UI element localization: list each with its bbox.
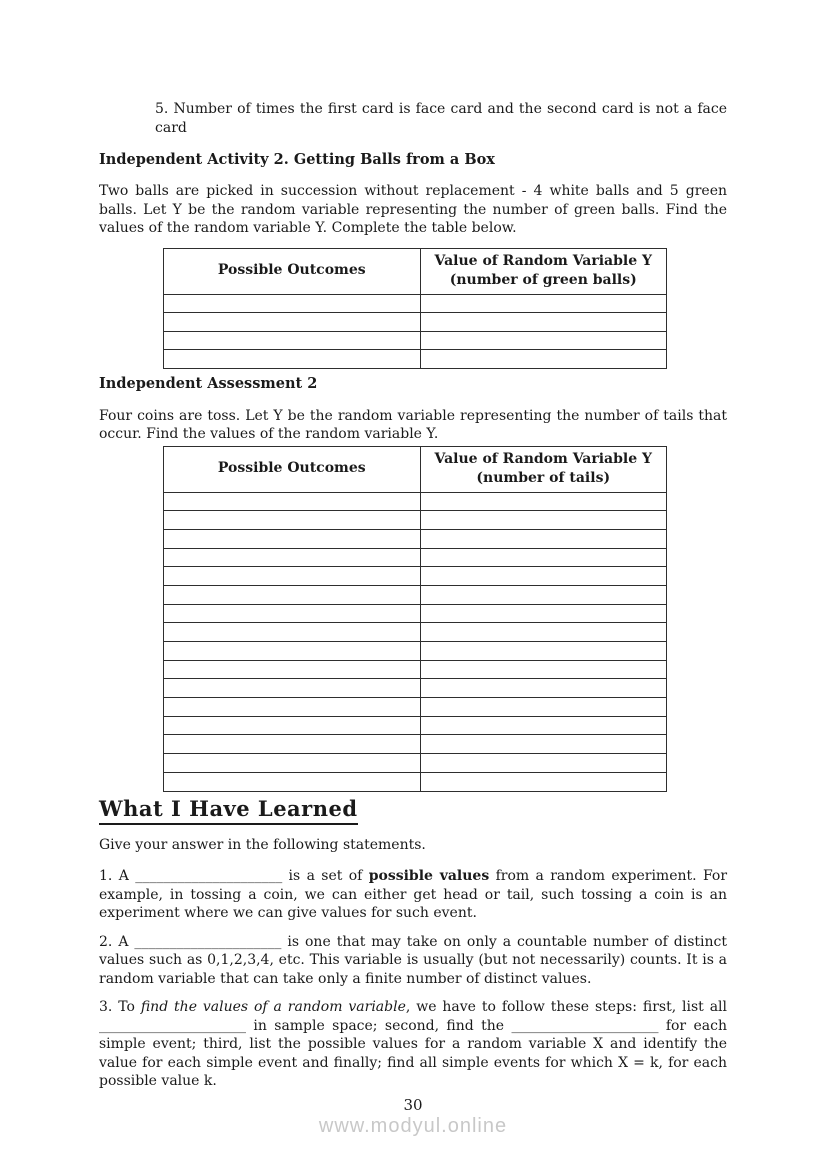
empty-cell[interactable] xyxy=(420,529,666,548)
empty-cell[interactable] xyxy=(164,623,421,642)
empty-table-row xyxy=(164,623,667,642)
assessment2-heading: Independent Assessment 2 xyxy=(99,374,318,392)
empty-cell[interactable] xyxy=(420,548,666,567)
empty-cell[interactable] xyxy=(164,604,421,623)
empty-cell[interactable] xyxy=(164,492,421,511)
empty-cell[interactable] xyxy=(164,642,421,661)
empty-cell[interactable] xyxy=(164,698,421,717)
statement-text: from a random experiment. For example, in tossing a coin, we can either get head or tail, such tossing a coin is an experiment where we can give values for such event. xyxy=(99,868,728,921)
empty-table-row xyxy=(164,548,667,567)
empty-table-row xyxy=(164,313,667,332)
assessment2-table xyxy=(163,446,667,792)
activity2-table xyxy=(163,248,667,369)
activity2-description: Two balls are picked in succession without replacement - 4 white balls and 5 green balls. Let Y be the random variable representing the number of green balls. Find the values of the random variable Y. Complete the table below. xyxy=(99,183,727,236)
watermark: www.modyul.online xyxy=(318,1115,508,1137)
empty-cell[interactable] xyxy=(164,313,421,332)
empty-cell[interactable] xyxy=(420,350,666,369)
empty-cell[interactable] xyxy=(164,716,421,735)
empty-table-row xyxy=(164,529,667,548)
assessment2-table-header-row xyxy=(164,446,667,492)
what-i-have-learned-title: What I Have Learned xyxy=(99,796,358,825)
activity2-heading: Independent Activity 2. Getting Balls from a Box xyxy=(99,151,495,168)
empty-cell[interactable] xyxy=(420,294,666,313)
empty-table-row xyxy=(164,660,667,679)
empty-table-row xyxy=(164,331,667,350)
list-item-5: 5. Number of times the first card is face card and the second card is not a face card xyxy=(155,101,727,136)
empty-table-row xyxy=(164,772,667,791)
learned-statements xyxy=(99,867,727,1091)
empty-table-row xyxy=(164,698,667,717)
page-number: 30 xyxy=(403,1096,423,1114)
empty-table-row xyxy=(164,642,667,661)
empty-cell[interactable] xyxy=(420,698,666,717)
empty-table-row xyxy=(164,754,667,773)
possible-outcomes-header: Possible Outcomes xyxy=(164,248,421,294)
empty-cell[interactable] xyxy=(420,716,666,735)
empty-table-row xyxy=(164,716,667,735)
statement-text: , we have to follow these steps: first, list all _____________________ in sample space; second, find the _____________________ for each simple event; third, list the possible values for a random variable X and identify the value for each simple event and finally; find all simple events for which X = k, for each possible value k. xyxy=(99,999,728,1089)
empty-table-row xyxy=(164,679,667,698)
statement xyxy=(99,867,727,923)
learned-intro: Give your answer in the following statements. xyxy=(99,836,426,853)
empty-cell[interactable] xyxy=(420,735,666,754)
empty-cell[interactable] xyxy=(164,529,421,548)
statement-text: 2. A _____________________ is one that may take on only a countable number of distinct values such as 0,1,2,3,4, etc. This variable is usually (but not necessarily) counts. It is a random variable that can take only a finite number of distinct values. xyxy=(99,933,727,987)
empty-table-row xyxy=(164,567,667,586)
empty-table-row xyxy=(164,735,667,754)
empty-cell[interactable] xyxy=(420,754,666,773)
empty-cell[interactable] xyxy=(164,294,421,313)
empty-cell[interactable] xyxy=(164,754,421,773)
statement-text: 3. To xyxy=(99,999,141,1015)
empty-cell[interactable] xyxy=(420,772,666,791)
empty-table-row xyxy=(164,585,667,604)
what-i-have-learned-heading xyxy=(99,796,727,825)
empty-table-row xyxy=(164,511,667,530)
empty-cell[interactable] xyxy=(420,679,666,698)
empty-table-row xyxy=(164,294,667,313)
statement xyxy=(99,933,727,989)
empty-cell[interactable] xyxy=(164,331,421,350)
empty-cell[interactable] xyxy=(420,331,666,350)
empty-table-row xyxy=(164,604,667,623)
empty-cell[interactable] xyxy=(420,585,666,604)
empty-cell[interactable] xyxy=(164,511,421,530)
empty-cell[interactable] xyxy=(164,548,421,567)
empty-cell[interactable] xyxy=(164,567,421,586)
empty-table-row xyxy=(164,492,667,511)
random-variable-y-header: Value of Random Variable Y (number of green balls) xyxy=(420,248,666,294)
empty-cell[interactable] xyxy=(420,604,666,623)
assessment2-description: Four coins are toss. Let Y be the random variable representing the number of tails that occur. Find the values of the random variable Y. xyxy=(99,407,727,442)
bold-term: possible values xyxy=(368,868,490,884)
empty-cell[interactable] xyxy=(420,623,666,642)
activity2-table-header-row xyxy=(164,248,667,294)
empty-table-row xyxy=(164,350,667,369)
statement xyxy=(99,998,727,1091)
empty-cell[interactable] xyxy=(164,679,421,698)
empty-cell[interactable] xyxy=(420,511,666,530)
random-variable-y-header: Value of Random Variable Y (number of tails) xyxy=(420,446,666,492)
empty-cell[interactable] xyxy=(164,735,421,754)
empty-cell[interactable] xyxy=(420,642,666,661)
empty-cell[interactable] xyxy=(420,492,666,511)
empty-cell[interactable] xyxy=(164,585,421,604)
empty-cell[interactable] xyxy=(420,660,666,679)
empty-cell[interactable] xyxy=(420,313,666,332)
empty-cell[interactable] xyxy=(164,660,421,679)
possible-outcomes-header: Possible Outcomes xyxy=(164,446,421,492)
italic-term: find the values of a random variable xyxy=(140,999,406,1015)
empty-cell[interactable] xyxy=(164,350,421,369)
empty-cell[interactable] xyxy=(420,567,666,586)
empty-cell[interactable] xyxy=(164,772,421,791)
statement-text: 1. A _____________________ is a set of xyxy=(99,868,369,884)
